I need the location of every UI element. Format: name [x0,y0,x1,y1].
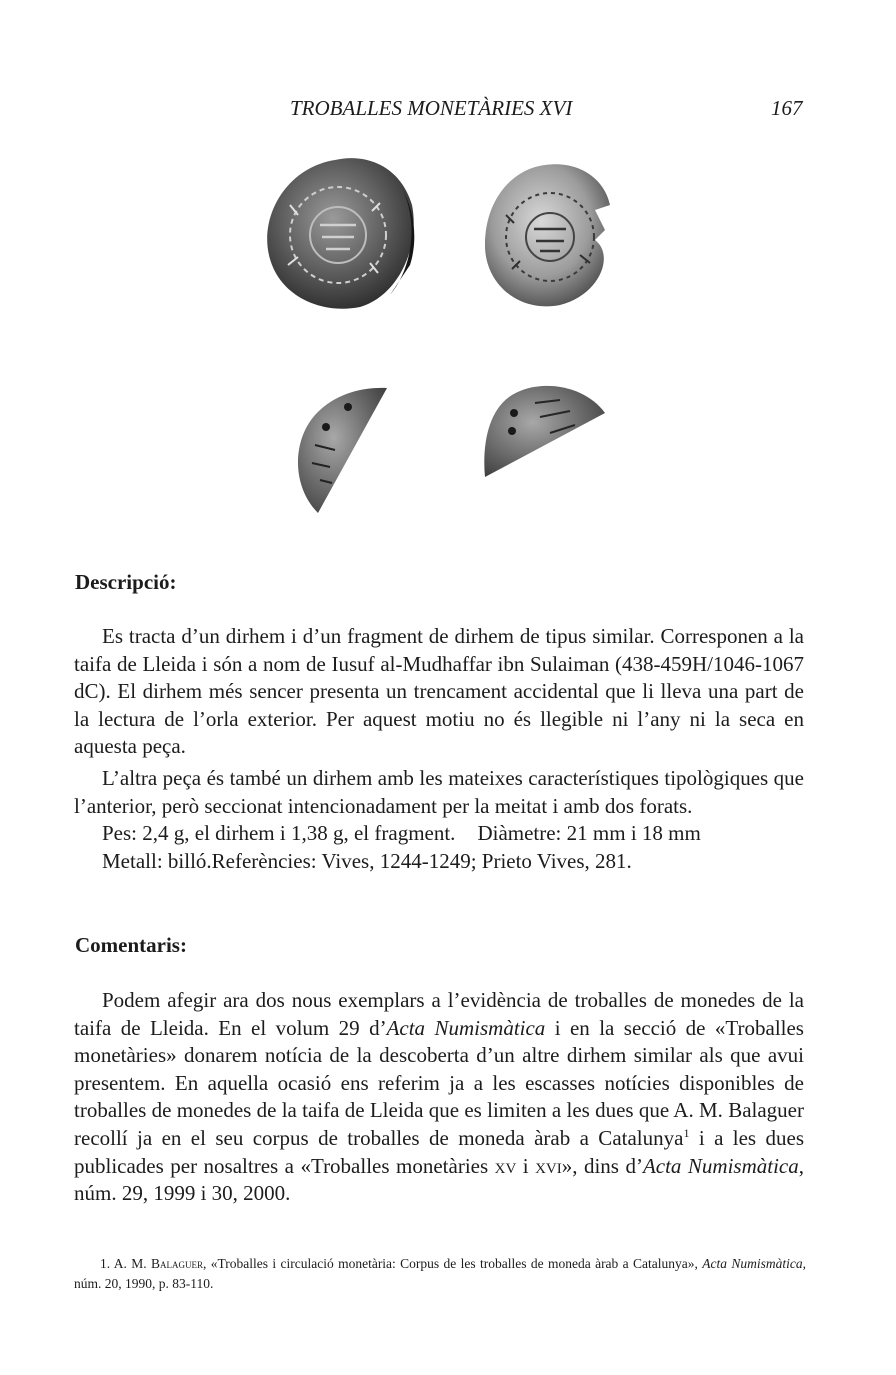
footnote-author-initials: A. M. [113,1256,151,1271]
descripcio-paragraph-3 [74,820,804,848]
descripcio-p1-text: Es tracta d’un dirhem i d’un fragment de dirhem de tipus similar. Corresponen a la taifa de Lleida i són a nom de Iusuf al-Mudhaffar ibn Sulaiman (438-459H/1046-1067 dC). El dirhem més sencer presenta un trencament accidental que li lleva una part de la lectura de l’orla exterior. Per aquest motiu no és llegible ni l’any ni la seca en aquesta peça. [74,624,804,759]
coin-photographs [250,145,650,525]
roman-numeral-xv: xv [494,1153,517,1178]
comentaris-paragraph [74,987,804,1208]
descripcio-paragraph-2 [74,765,804,820]
dirhem-obverse-icon [267,158,414,309]
footnote-title: , «Troballes i circulació monetària: Corpus de les troballes de moneda àrab a Catalunya», [203,1256,703,1271]
descripcio-p2-text: L’altra peça és també un dirhem amb les mateixes característiques tipològiques que l’anterior, però seccionat intencionadament per la meitat i amb dos forats. [74,766,804,818]
comentaris-text-b: i en la secció de «Troballes monetàries» donarem notícia de la descoberta d’un altre dirhem similar als que avui presentem. En aquella ocasió ens referim ja a les escasses notícies disponibles de troballes de monedes de la taifa de Lleida que es limiten a les dues que A. M. Balaguer recollí ja en el seu corpus de troballes de moneda àrab a Catalunya [74,1015,804,1150]
fragment-reverse-icon [484,386,605,477]
footnote-journal: Acta Numismàtica [702,1256,803,1271]
page-number: 167 [771,96,803,120]
journal-title-2: Acta Numismàtica [642,1153,799,1178]
comentaris-text-mid: i [516,1153,536,1178]
comentaris-text-d: », dins d’ [561,1153,643,1178]
roman-numeral-xvi: xvi [535,1153,562,1178]
coin-figure [250,145,650,525]
descripcio-paragraph-1 [74,623,804,761]
diameter-text: Diàmetre: 21 mm i 18 mm [477,821,701,845]
running-header [0,96,896,126]
comentaris-text-a: Podem afegir ara dos nous exemplars a l’evidència de troballes de monedes de la taifa de Lleida. En el volum 29 d’ [74,988,804,1040]
running-title: TROBALLES MONETÀRIES XVI [290,96,573,120]
descripcio-heading: Descripció: [75,570,177,594]
dirhem-reverse-icon [485,164,610,306]
footnote [74,1254,806,1294]
footnote-ref: 1 [683,1125,690,1140]
footnote-author-surname: Balaguer [151,1256,204,1271]
descripcio-paragraph-4 [74,848,804,876]
comentaris-text-c: i a les dues publicades per nosaltres a «Troballes monetàries [74,1125,804,1178]
comentaris-text-e: , núm. 29, 1999 i 30, 2000. [74,1153,804,1206]
journal-title: Acta Numismàtica [386,1015,546,1040]
metal-references-text: Metall: billó.Referències: Vives, 1244-1249; Prieto Vives, 281. [102,849,632,873]
fragment-obverse-icon [298,388,387,513]
weight-text: Pes: 2,4 g, el dirhem i 1,38 g, el fragment. [102,821,456,845]
footnote-rest: , núm. 20, 1990, p. 83-110. [74,1256,806,1291]
comentaris-heading: Comentaris: [75,933,187,957]
footnote-number: 1. [100,1256,111,1271]
